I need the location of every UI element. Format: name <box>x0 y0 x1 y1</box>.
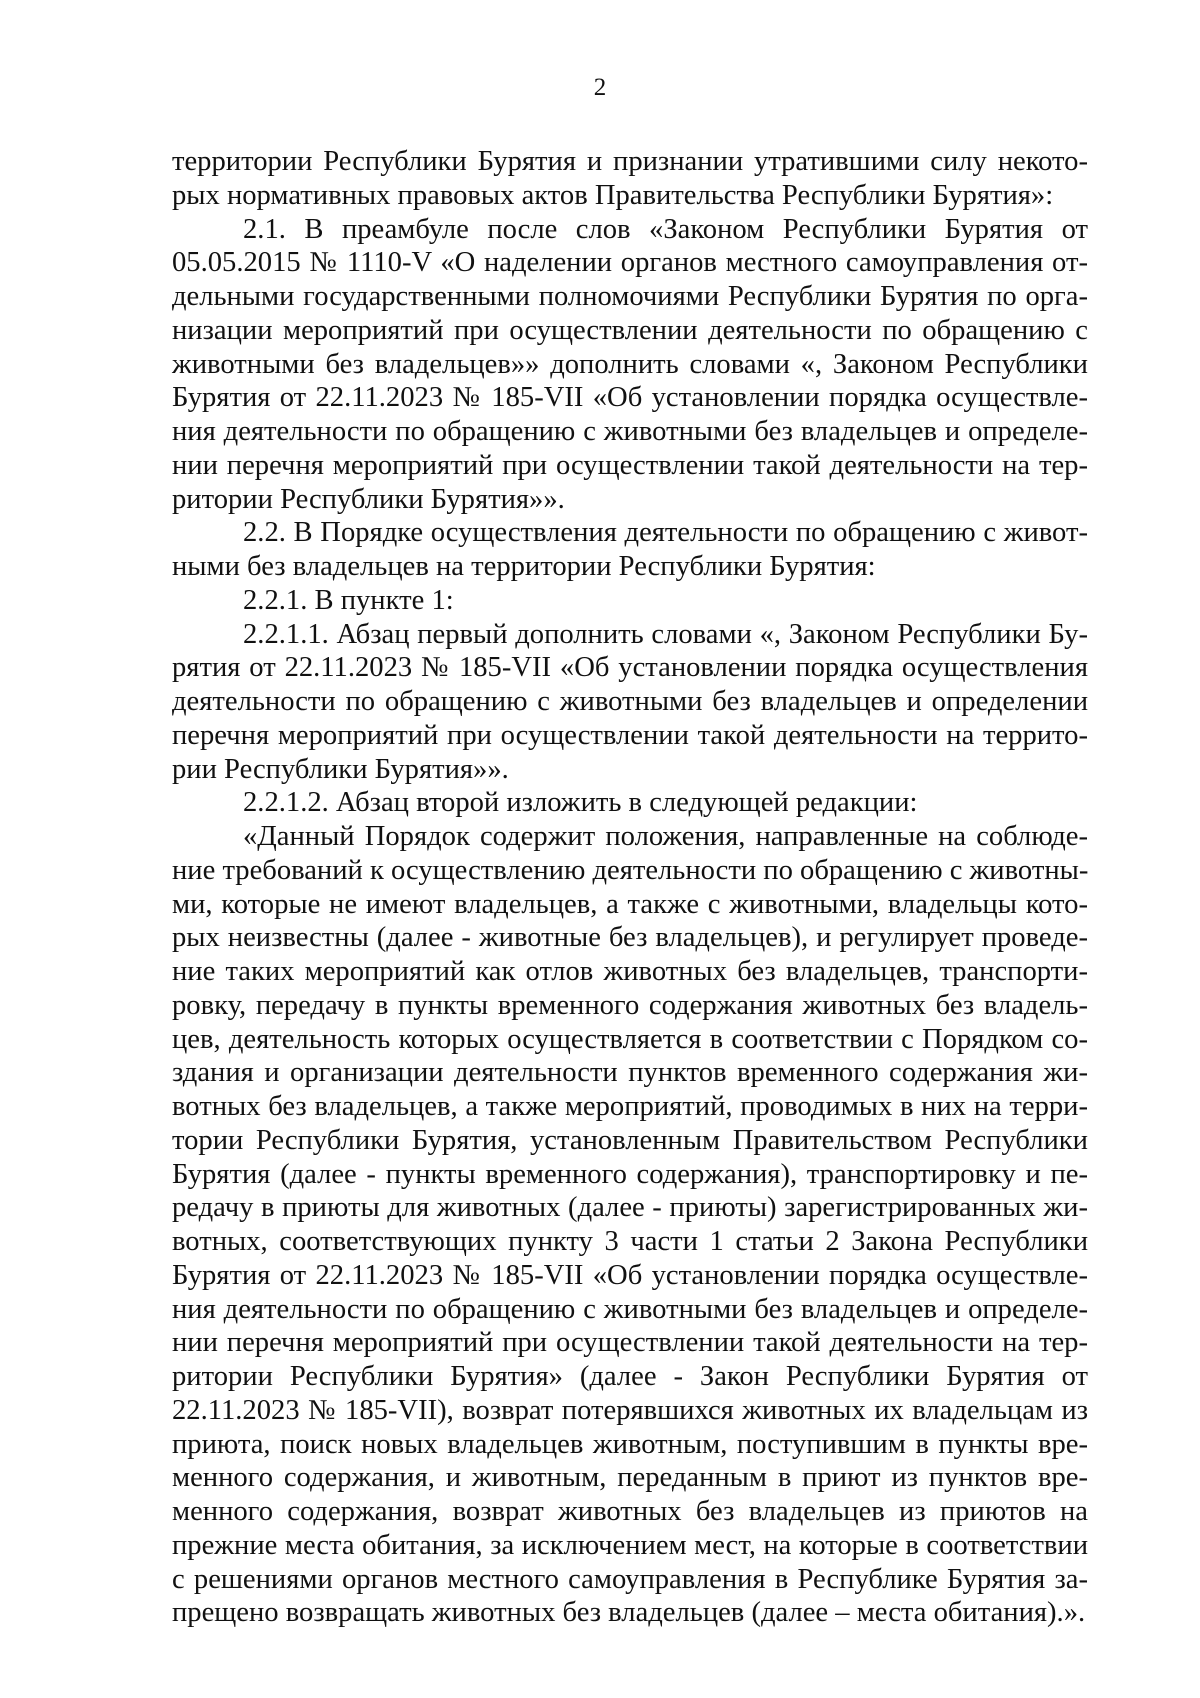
text-line: 05.05.2015 № 1110-V «О наделении органов местного самоуправления от- <box>172 247 1088 279</box>
text-line: вотных без владельцев, а также мероприятий, проводимых в них на терри- <box>172 1091 1088 1122</box>
text-line: 22.11.2023 № 185-VII), возврат потерявшихся животных их владельцам из <box>172 1394 1088 1426</box>
text-line: менного содержания, и животным, переданным в приют из пунктов вре- <box>172 1462 1088 1494</box>
text-line: 2.1. В преамбуле после слов «Законом Республики Бурятия от <box>243 213 1088 245</box>
text-line: животными без владельцев»» дополнить словами «, Законом Республики <box>172 348 1088 380</box>
text-line: тории Республики Бурятия, установленным Правительством Республики <box>172 1124 1088 1156</box>
text-line: дельными государственными полномочиями Республики Бурятия по орга- <box>172 281 1088 312</box>
text-line: Бурятия (далее - пункты временного содержания), транспортировку и пе- <box>172 1158 1088 1190</box>
text-line: ритории Республики Бурятия» (далее - Закон Республики Бурятия от <box>172 1361 1088 1392</box>
text-line: «Данный Порядок содержит положения, направленные на соблюде- <box>243 821 1088 852</box>
text-line: нии перечня мероприятий при осуществлении такой деятельности на тер- <box>172 1327 1088 1359</box>
text-line: ния деятельности по обращению с животными без владельцев и определе- <box>172 416 1088 447</box>
text-line: вотных, соответствующих пункту 3 части 1 статьи 2 Закона Республики <box>172 1226 1088 1257</box>
page-number: 2 <box>593 74 607 101</box>
text-line: редачу в приюты для животных (далее - приюты) зарегистрированных жи- <box>172 1192 1088 1224</box>
text-line: приюта, поиск новых владельцев животным, поступившим в пункты вре- <box>172 1428 1088 1460</box>
text-line: перечня мероприятий при осуществлении такой деятельности на террито- <box>172 719 1088 751</box>
text-line: цев, деятельность которых осуществляется в соответствии с Порядком со- <box>172 1023 1088 1055</box>
text-line: ными без владельцев на территории Республики Бурятия: <box>172 551 876 582</box>
text-line: 2.2.1.2. Абзац второй изложить в следующей редакции: <box>243 787 918 819</box>
text-line: Бурятия от 22.11.2023 № 185-VII «Об установлении порядка осуществле- <box>172 382 1088 414</box>
text-line: ния деятельности по обращению с животными без владельцев и определе- <box>172 1293 1088 1325</box>
text-line: ритории Республики Бурятия»». <box>172 483 565 515</box>
text-line: менного содержания, возврат животных без владельцев из приютов на <box>172 1496 1088 1527</box>
text-line: Бурятия от 22.11.2023 № 185-VII «Об установлении порядка осуществле- <box>172 1259 1088 1291</box>
text-line: ровку, передачу в пункты временного содержания животных без владель- <box>172 989 1088 1021</box>
text-line: рии Республики Бурятия»». <box>172 753 509 785</box>
text-line: рятия от 22.11.2023 № 185-VII «Об установлении порядка осуществления <box>172 652 1088 684</box>
text-line: с решениями органов местного самоуправления в Республике Бурятия за- <box>172 1563 1088 1595</box>
text-line: низации мероприятий при осуществлении деятельности по обращению с <box>172 314 1088 346</box>
text-line: рых неизвестны (далее - животные без владельцев), и регулирует проведе- <box>172 922 1088 954</box>
text-line: 2.2.1. В пункте 1: <box>243 584 454 616</box>
text-line: 2.2.1.1. Абзац первый дополнить словами «, Законом Республики Бу- <box>243 618 1088 650</box>
document-body <box>172 145 1088 1630</box>
text-line: территории Республики Бурятия и признании утратившими силу некото- <box>172 146 1088 177</box>
text-line: ние таких мероприятий как отлов животных без владельцев, транспорти- <box>172 956 1088 987</box>
text-line: ние требований к осуществлению деятельности по обращению с животны- <box>172 854 1089 886</box>
text-line: нии перечня мероприятий при осуществлении такой деятельности на тер- <box>172 449 1088 481</box>
text-line: прежние места обитания, за исключением мест, на которые в соответствии <box>172 1529 1088 1561</box>
text-line: прещено возвращать животных без владельцев (далее – места обитания).». <box>172 1597 1086 1629</box>
text-line: ми, которые не имеют владельцев, а также с животными, владельцы кото- <box>172 888 1088 920</box>
text-line: рых нормативных правовых актов Правительства Республики Бурятия»: <box>172 179 1054 211</box>
text-line: деятельности по обращению с животными без владельцев и определении <box>172 686 1088 717</box>
text-line: здания и организации деятельности пунктов временного содержания жи- <box>172 1057 1088 1089</box>
text-line: 2.2. В Порядке осуществления деятельности по обращению с живот- <box>243 517 1088 549</box>
